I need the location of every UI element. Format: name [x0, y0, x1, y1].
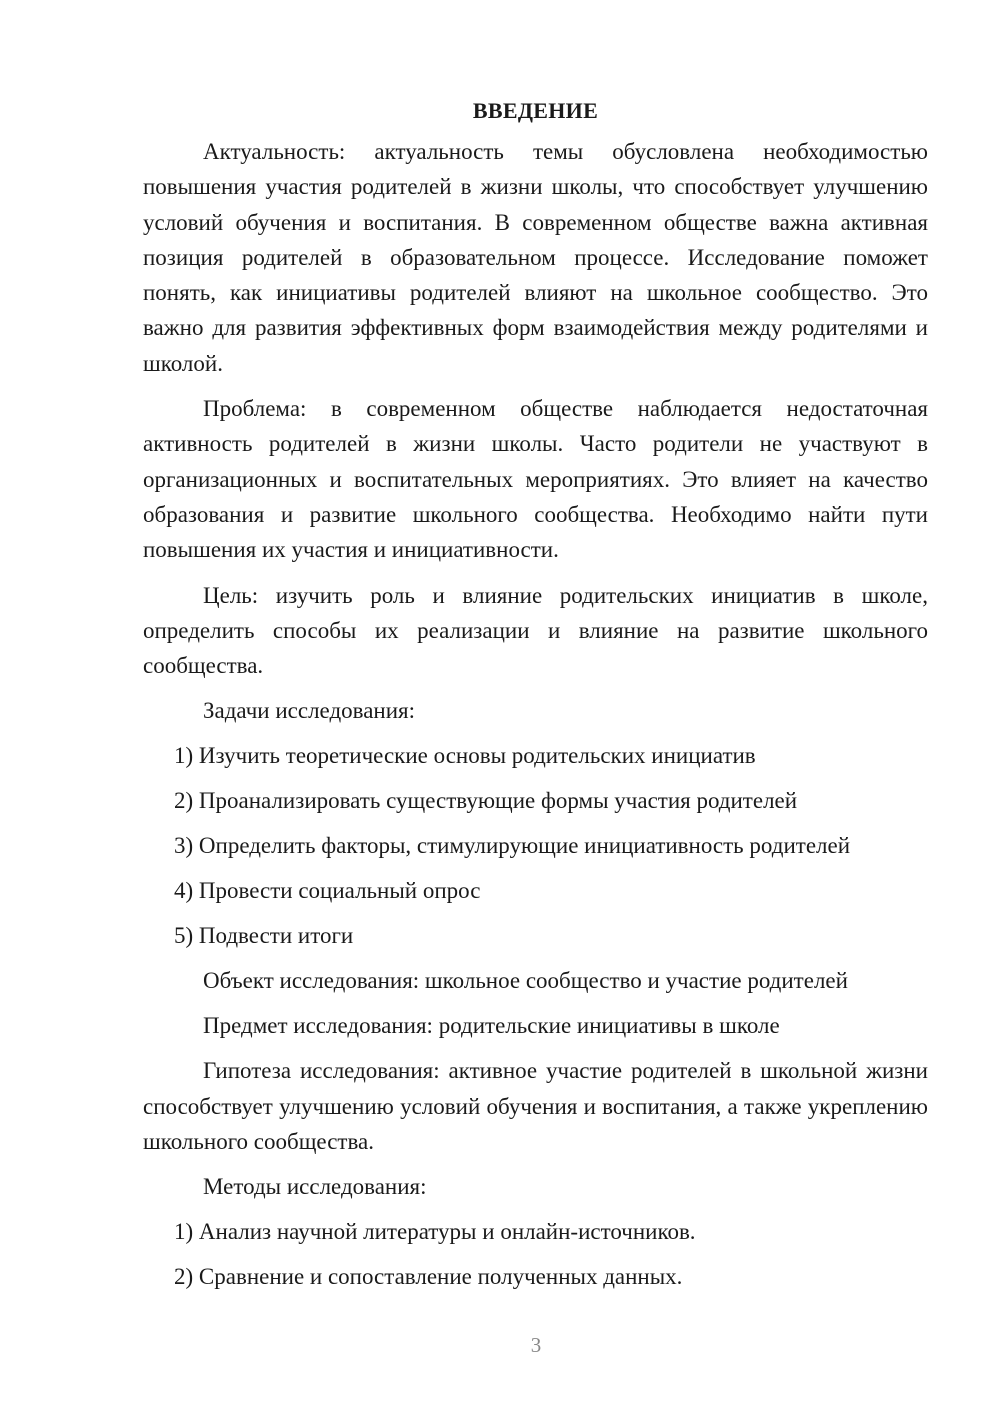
task-item: 1) Изучить теоретические основы родительских инициатив	[174, 743, 756, 769]
tasks-heading: Задачи исследования:	[203, 698, 416, 724]
methods-heading: Методы исследования:	[203, 1174, 427, 1200]
task-item: 3) Определить факторы, стимулирующие инициативность родителей	[174, 833, 851, 859]
section-title: ВВЕДЕНИЕ	[472, 98, 599, 123]
page-content	[143, 94, 928, 1304]
object-line: Объект исследования: школьное сообщество и участие родителей	[203, 968, 848, 994]
method-item: 1) Анализ научной литературы и онлайн-источников.	[174, 1219, 696, 1245]
task-item: 4) Провести социальный опрос	[174, 878, 481, 904]
goal-paragraph: Цель: изучить роль и влияние родительских инициатив в школе, определить способы их реализации и влияние на развитие школьного сообщества.	[143, 582, 928, 679]
hypothesis-paragraph: Гипотеза исследования: активное участие родителей в школьной жизни способствует улучшению условий обучения и воспитания, а также укреплению школьного сообщества.	[143, 1058, 928, 1155]
relevance-paragraph: Актуальность: актуальность темы обусловлена необходимостью повышения участия родителей в жизни школы, что способствует улучшению условий обучения и воспитания. В современном обществе важна активная позиция родителей в образовательном процессе. Исследование поможет понять, как инициативы родителей влияют на школьное сообщество. Это важно для развития эффективных форм взаимодействия между родителями и школой.	[143, 139, 928, 376]
method-item: 2) Сравнение и сопоставление полученных данных.	[174, 1264, 683, 1290]
page-number: 3	[530, 1333, 542, 1357]
task-item: 2) Проанализировать существующие формы участия родителей	[174, 788, 798, 814]
problem-paragraph: Проблема: в современном обществе наблюдается недостаточная активность родителей в жизни школы. Часто родители не участвуют в организационных и воспитательных мероприятиях. Это влияет на качество образования и развитие школьного сообщества. Необходимо найти пути повышения их участия и инициативности.	[143, 396, 928, 563]
subject-line: Предмет исследования: родительские инициативы в школе	[203, 1013, 780, 1039]
task-item: 5) Подвести итоги	[174, 923, 354, 949]
